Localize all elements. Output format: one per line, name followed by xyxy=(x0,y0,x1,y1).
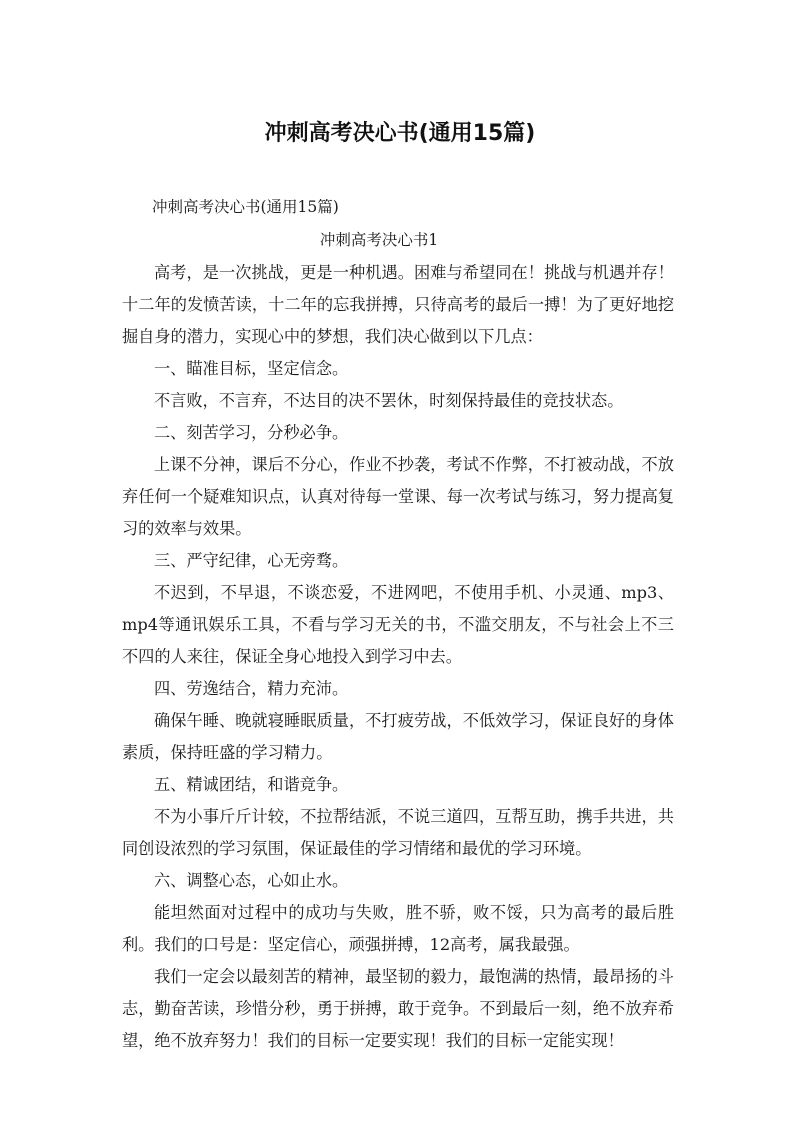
point-heading-2: 二、刻苦学习，分秒必争。 xyxy=(154,423,349,442)
paragraph: 不为小事斤斤计较，不拉帮结派，不说三道四，互帮互助，携手共进，共同创设浓烈的学习氛围，保证最佳的学习情绪和最优的学习环境。 xyxy=(122,807,674,858)
document-title: 冲刺高考决心书(通用15篇) xyxy=(264,121,536,146)
document-subtitle: 冲刺高考决心书(通用15篇) xyxy=(152,198,339,216)
point-heading-3: 三、严守纪律，心无旁骛。 xyxy=(154,551,349,570)
point-heading-1: 一、瞄准目标，坚定信念。 xyxy=(154,359,349,378)
paragraph-intro: 高考，是一次挑战，更是一种机遇。困难与希望同在！挑战与机遇并存！十二年的发愤苦读，十二年的忘我拼搏，只待高考的最后一搏！为了更好地挖掘自身的潜力，实现心中的梦想，我们决心做到以下几点： xyxy=(122,263,674,346)
paragraph: 能坦然面对过程中的成功与失败，胜不骄，败不馁，只为高考的最后胜利。我们的口号是：坚定信心，顽强拼搏，12高考，属我最强。 xyxy=(122,903,674,954)
point-heading-4: 四、劳逸结合，精力充沛。 xyxy=(154,679,349,698)
paragraph: 不言败，不言弃，不达目的决不罢休，时刻保持最佳的竞技状态。 xyxy=(154,391,624,410)
paragraph: 确保午睡、晚就寝睡眠质量，不打疲劳战，不低效学习，保证良好的身体素质，保持旺盛的学习精力。 xyxy=(122,711,674,762)
document-body xyxy=(122,257,674,1057)
section-heading: 冲刺高考决心书1 xyxy=(319,231,439,249)
paragraph: 不迟到，不早退，不谈恋爱，不进网吧，不使用手机、小灵通、mp3、mp4等通讯娱乐工具，不看与学习无关的书，不滥交朋友，不与社会上不三不四的人来往，保证全身心地投入到学习中去。 xyxy=(122,583,674,666)
point-heading-6: 六、调整心态，心如止水。 xyxy=(154,871,349,890)
paragraph-closing: 我们一定会以最刻苦的精神，最坚韧的毅力，最饱满的热情，最昂扬的斗志，勤奋苦读，珍惜分秒，勇于拼搏，敢于竞争。不到最后一刻，绝不放弃希望，绝不放弃努力！我们的目标一定要实现！我们的目标一定能实现！ xyxy=(122,967,674,1050)
paragraph: 上课不分神，课后不分心，作业不抄袭，考试不作弊，不打被动战，不放弃任何一个疑难知识点，认真对待每一堂课、每一次考试与练习，努力提高复习的效率与效果。 xyxy=(122,455,674,538)
point-heading-5: 五、精诚团结，和谐竞争。 xyxy=(154,775,349,794)
